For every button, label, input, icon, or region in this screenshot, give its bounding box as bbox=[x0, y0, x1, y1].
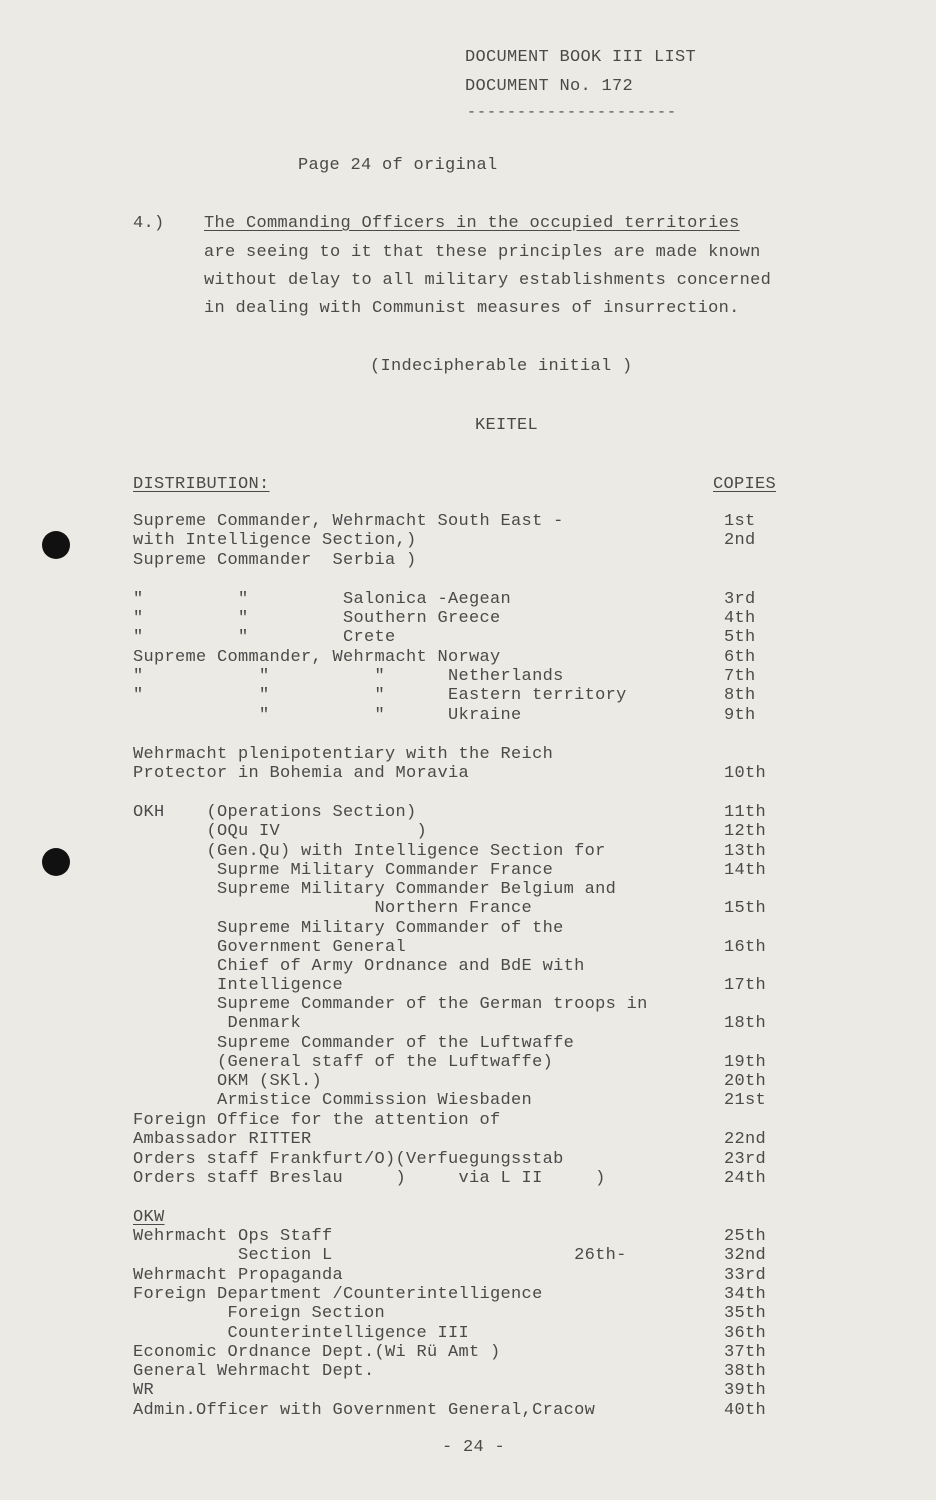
distribution-entry: " " " Netherlands bbox=[133, 667, 564, 686]
copy-number: 17th bbox=[724, 976, 767, 995]
copy-number: 16th bbox=[724, 938, 767, 957]
distribution-entry: Orders staff Frankfurt/O)(Verfuegungsstab bbox=[133, 1150, 564, 1169]
distribution-entry: Northern France bbox=[133, 899, 533, 918]
distribution-entry: Foreign Section bbox=[133, 1304, 386, 1323]
copy-number: 10th bbox=[724, 764, 767, 783]
distribution-entry: Orders staff Breslau ) via L II ) bbox=[133, 1169, 606, 1188]
distribution-entry: General Wehrmacht Dept. bbox=[133, 1362, 375, 1381]
header-title: DOCUMENT BOOK III LIST bbox=[465, 48, 697, 67]
page-number: - 24 - bbox=[442, 1438, 506, 1457]
distribution-entry: Supreme Commander of the German troops in bbox=[133, 995, 648, 1014]
distribution-entry: Denmark bbox=[133, 1014, 302, 1033]
distribution-entry: (General staff of the Luftwaffe) bbox=[133, 1053, 554, 1072]
distribution-heading: DISTRIBUTION: bbox=[133, 475, 270, 494]
distribution-entry: Wehrmacht Ops Staff bbox=[133, 1227, 333, 1246]
copy-number: 5th bbox=[724, 628, 756, 647]
distribution-entry: Counterintelligence III bbox=[133, 1324, 470, 1343]
paragraph-line: in dealing with Communist measures of insurrection. bbox=[204, 299, 740, 318]
copy-number: 37th bbox=[724, 1343, 767, 1362]
paragraph-number: 4.) bbox=[133, 214, 165, 233]
copy-number: 2nd bbox=[724, 531, 756, 550]
distribution-entry: with Intelligence Section,) bbox=[133, 531, 417, 550]
copy-number: 25th bbox=[724, 1227, 767, 1246]
distribution-entry: Supreme Commander Serbia ) bbox=[133, 551, 417, 570]
distribution-entry: " " Ukraine bbox=[133, 706, 522, 725]
copy-number: 22nd bbox=[724, 1130, 767, 1149]
distribution-entry: Supreme Commander, Wehrmacht Norway bbox=[133, 648, 501, 667]
document-number: DOCUMENT No. 172 bbox=[465, 77, 634, 96]
distribution-entry: Armistice Commission Wiesbaden bbox=[133, 1091, 533, 1110]
copy-number: 18th bbox=[724, 1014, 767, 1033]
header-separator: --------------------- bbox=[467, 104, 678, 121]
copy-number: 13th bbox=[724, 842, 767, 861]
copy-number: 24th bbox=[724, 1169, 767, 1188]
distribution-entry: Section L 26th- bbox=[133, 1246, 627, 1265]
distribution-entry: Supreme Commander of the Luftwaffe bbox=[133, 1034, 575, 1053]
distribution-entry: OKW bbox=[133, 1208, 165, 1227]
copy-number: 9th bbox=[724, 706, 756, 725]
paragraph-line: The Commanding Officers in the occupied territories bbox=[204, 214, 740, 233]
copy-number: 35th bbox=[724, 1304, 767, 1323]
distribution-entry: " " Crete bbox=[133, 628, 396, 647]
copies-heading: COPIES bbox=[713, 475, 777, 494]
distribution-entry: " " Southern Greece bbox=[133, 609, 501, 628]
distribution-entry: Admin.Officer with Government General,Cracow bbox=[133, 1401, 596, 1420]
distribution-entry: Supreme Military Commander of the bbox=[133, 919, 564, 938]
distribution-entry: Government General bbox=[133, 938, 407, 957]
distribution-entry: Intelligence bbox=[133, 976, 344, 995]
copy-number: 14th bbox=[724, 861, 767, 880]
distribution-entry: Wehrmacht Propaganda bbox=[133, 1266, 344, 1285]
copy-number: 19th bbox=[724, 1053, 767, 1072]
distribution-entry: Supreme Military Commander Belgium and bbox=[133, 880, 617, 899]
distribution-entry: Foreign Department /Counterintelligence bbox=[133, 1285, 543, 1304]
paragraph-line: are seeing to it that these principles are made known bbox=[204, 243, 761, 262]
copy-number: 12th bbox=[724, 822, 767, 841]
distribution-entry: OKM (SKl.) bbox=[133, 1072, 323, 1091]
copy-number: 6th bbox=[724, 648, 756, 667]
copy-number: 20th bbox=[724, 1072, 767, 1091]
distribution-entry: Ambassador RITTER bbox=[133, 1130, 312, 1149]
distribution-entry: Suprme Military Commander France bbox=[133, 861, 554, 880]
copy-number: 40th bbox=[724, 1401, 767, 1420]
copy-number: 34th bbox=[724, 1285, 767, 1304]
distribution-entry: Economic Ordnance Dept.(Wi Rü Amt ) bbox=[133, 1343, 501, 1362]
distribution-entry: Foreign Office for the attention of bbox=[133, 1111, 501, 1130]
distribution-entry: Supreme Commander, Wehrmacht South East - bbox=[133, 512, 564, 531]
distribution-entry: Wehrmacht plenipotentiary with the Reich bbox=[133, 745, 554, 764]
copy-number: 36th bbox=[724, 1324, 767, 1343]
initial-note: (Indecipherable initial ) bbox=[370, 357, 633, 376]
punch-hole-bottom bbox=[42, 848, 70, 876]
copy-number: 23rd bbox=[724, 1150, 767, 1169]
distribution-entry: " " " Eastern territory bbox=[133, 686, 627, 705]
page-reference: Page 24 of original bbox=[298, 156, 498, 175]
copy-number: 1st bbox=[724, 512, 756, 531]
punch-hole-top bbox=[42, 531, 70, 559]
copy-number: 33rd bbox=[724, 1266, 767, 1285]
distribution-entry: (OQu IV ) bbox=[133, 822, 428, 841]
copy-number: 21st bbox=[724, 1091, 767, 1110]
copy-number: 3rd bbox=[724, 590, 756, 609]
distribution-entry: " " Salonica -Aegean bbox=[133, 590, 512, 609]
signature-name: KEITEL bbox=[475, 416, 539, 435]
distribution-entry: OKH (Operations Section) bbox=[133, 803, 417, 822]
copy-number: 32nd bbox=[724, 1246, 767, 1265]
copy-number: 4th bbox=[724, 609, 756, 628]
distribution-entry: Chief of Army Ordnance and BdE with bbox=[133, 957, 585, 976]
copy-number: 15th bbox=[724, 899, 767, 918]
copy-number: 8th bbox=[724, 686, 756, 705]
distribution-entry: Protector in Bohemia and Moravia bbox=[133, 764, 470, 783]
copy-number: 11th bbox=[724, 803, 767, 822]
distribution-entry: (Gen.Qu) with Intelligence Section for bbox=[133, 842, 606, 861]
distribution-entry: WR bbox=[133, 1381, 155, 1400]
copy-number: 38th bbox=[724, 1362, 767, 1381]
paragraph-line: without delay to all military establishments concerned bbox=[204, 271, 772, 290]
copy-number: 7th bbox=[724, 667, 756, 686]
copy-number: 39th bbox=[724, 1381, 767, 1400]
